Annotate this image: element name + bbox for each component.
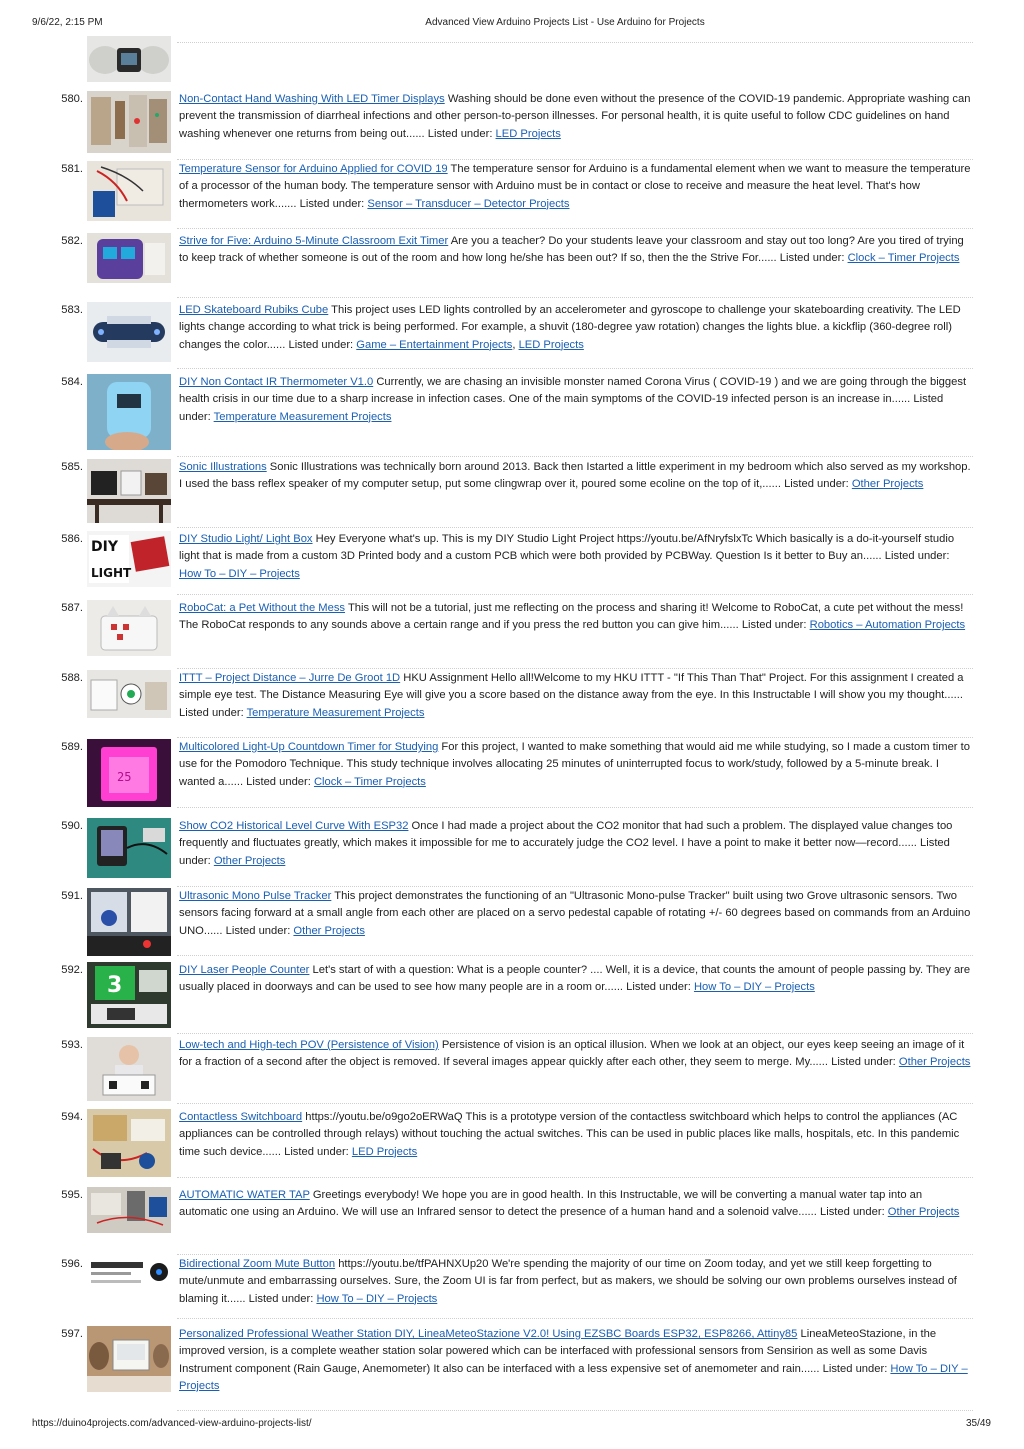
print-footer [0,1418,1024,1432]
entry-title-link[interactable]: Non-Contact Hand Washing With LED Timer Displays [179,93,445,105]
entry-title-link[interactable]: Ultrasonic Mono Pulse Tracker [179,890,332,902]
entry-description: Greetings everybody! We hope you are in good health. In this Instructable, we will be converting a manual water tap into an automatic one using an Arduino. We will use an Infrared sensor to detect the presence of a human hand and a solenoid valve...... [179,1189,923,1219]
entry-number: 593. [61,1039,83,1051]
print-title: Advanced View Arduino Projects List - Use Arduino for Projects [425,17,705,28]
category-link[interactable]: Clock – Timer Projects [847,252,960,265]
listed-under-label: Listed under: [822,1362,888,1375]
category-link[interactable]: How To – DIY – Projects [693,981,815,994]
entry-thumbnail[interactable] [87,670,171,718]
entry-text [179,670,973,722]
entry-text [179,739,973,791]
entry-title-link[interactable]: Multicolored Light-Up Countdown Timer for Studying [179,741,439,753]
entry-separator [177,1103,973,1104]
listed-under-label: Listed under: [284,1145,349,1158]
entry-description: Hey Everyone what's up. This is my DIY Studio Light Project https://youtu.be/AfNryfslxTc Which basically is a do-it-yourself studio light that is made from a custom 3D Printed body and a custom PCB which were both provided by PCBWay. Question Is it better to Buy an...... [179,533,955,563]
print-header [0,17,1024,31]
entry-number: 591. [61,890,83,902]
category-link[interactable]: LED Projects [351,1145,418,1158]
entry-separator [177,807,973,808]
entry-number: 585. [61,461,83,473]
listed-under-label: Listed under: [820,1206,885,1219]
entry-title-link[interactable]: Sonic Illustrations [179,461,267,473]
entry-title-link[interactable]: LED Skateboard Rubiks Cube [179,304,329,316]
entry-description: This will not be a tutorial, just me reflecting on the process and sharing it! Welcome to RoboCat, a cute pet without the mess! The RoboCat responds to any sounds above a certain range and if you press the red button you can give him...... [179,602,964,632]
entry-thumbnail[interactable] [87,739,171,807]
entry-separator [177,228,973,229]
thumbnail-previous-entry[interactable] [87,36,171,82]
entry-description: Are you a teacher? Do your students leave your classroom and stay out too long? Are you tired of trying to keep track of whether someone is out of the room and how long he/she has been out? If so, then the the Strive For...... [179,235,964,265]
entry-thumbnail[interactable] [87,531,171,587]
entry-description: LineaMeteoStazione, in the improved version, is a complete weather station solar powered which can be interfaced with professional sensors from Sensirion as well as some Davis Instrument component (Rain Gauge, Anemometer) It also can be interfaced with a less expensive set of anemometer and rain...... [179,1328,937,1375]
entry-number: 586. [61,533,83,545]
entry-description: For this project, I wanted to make something that would aid me while studying, so I made a custom timer to use for the Pomodoro Technique. This study technique involves allocating 25 minutes of uninterrupted focus to work/study, followed by a 5-minute break. I wanted a...... [179,741,970,788]
entry-separator [177,159,973,160]
entry-separator [177,668,973,669]
entry-title-link[interactable]: DIY Laser People Counter [179,964,310,976]
entry-text [179,600,973,635]
entry-description: Sonic Illustrations was technically born around 2013. Back then Istarted a little experiment in my bedroom which also served as my workshop. I used the bass reflex speaker of my computer setup, put some clingwrap over it, poured some ecoline on the top of it,...... [179,461,971,491]
listed-under-label: Listed under: [784,478,849,491]
entry-thumbnail[interactable] [87,161,171,221]
category-link[interactable]: Temperature Measurement Projects [246,706,425,719]
entry-separator [177,1318,973,1319]
listed-under-label: Listed under: [741,619,807,632]
category-link[interactable]: Temperature Measurement Projects [213,410,392,423]
entry-thumbnail[interactable] [87,1187,171,1233]
entry-title-link[interactable]: Show CO2 Historical Level Curve With ESP32 [179,820,409,832]
entry-thumbnail[interactable] [87,818,171,878]
entry-text [179,962,973,997]
entry-thumbnail[interactable] [87,1326,171,1392]
entry-number: 580. [61,93,83,105]
entry-separator [177,297,973,298]
entry-title-link[interactable]: DIY Studio Light/ Light Box [179,533,313,545]
entry-description: Once I had made a project about the CO2 monitor that had such a problem. The displayed value changes too frequently and fluctuates greatly, which makes it impossible for me to accurately judge the CO2 level. I have a point to make it better now—record...... [179,820,953,850]
entry-description: https://youtu.be/tfPAHNXUp20 We're spending the majority of our time on Zoom today, and yet we still keep forgetting to mute/unmute and embarrassing ourselves. Sure, the Zoom UI is far from perfect, but as makers, we should be solving our own problems ourselves instead of blaming it...... [179,1258,957,1305]
entry-number: 584. [61,376,83,388]
entry-thumbnail[interactable] [87,1037,171,1101]
category-link[interactable]: Other Projects [851,478,924,491]
entry-title-link[interactable]: Bidirectional Zoom Mute Button [179,1258,336,1270]
entry-separator [177,527,973,528]
entry-description: https://youtu.be/o9go2oERWaQ This is a prototype version of the contactless switchboard which helps to control the appliances (AC appliances can be controlled through relays) without touching the actual switches. This can be used in public places like malls, hospitals, etc. In this pandemic time such device...... [179,1111,960,1158]
category-link[interactable]: How To – DIY – Projects [179,1362,968,1392]
listed-under-label: Listed under: [225,924,291,937]
listed-under-label: Listed under: [299,197,365,210]
entry-description: This project uses LED lights controlled by an accelerometer and gyroscope to challenge your skateboarding creativity. The LED lights change according to what trick is being performed. For example, a shuvit (180-degree yaw rotation) changes the lights blue. a kickflip (360-degree roll) changes the color...... [179,304,961,351]
listed-under-label: Listed under: [831,1056,896,1069]
entry-title-link[interactable]: Strive for Five: Arduino 5-Minute Classroom Exit Timer [179,235,449,247]
entry-number: 587. [61,602,83,614]
entry-separator [177,456,973,457]
entry-text [179,888,973,940]
entry-thumbnail[interactable] [87,459,171,523]
entry-thumbnail[interactable] [87,1256,171,1294]
entry-number: 592. [61,964,83,976]
svg-text:LIGHT: LIGHT [91,566,132,580]
category-link[interactable]: How To – DIY – Projects [179,567,300,580]
entry-description: Let's start of with a question: What is a people counter? .... Well, it is a device, that counts the amount of people passing by. They are usually placed in doorways and can be used to see how many people are in a room or...... [179,964,971,994]
print-url: https://duino4projects.com/advanced-view-arduino-projects-list/ [32,1418,312,1429]
entry-separator [177,368,973,369]
listed-under-label: Listed under: [884,550,950,563]
entry-thumbnail[interactable] [87,302,171,362]
category-link[interactable]: Robotics – Automation Projects [809,619,966,632]
entry-title-link[interactable]: Low-tech and High-tech POV (Persistence of Vision) [179,1039,439,1051]
entry-text [179,1109,973,1161]
entry-title-link[interactable]: Temperature Sensor for Arduino Applied for COVID 19 [179,163,448,175]
entry-description: The temperature sensor for Arduino is a fundamental element when we want to measure the temperature of a processor of the human body. The temperature sensor with Arduino must be in contact or close to receive and measure the heat level. That's how thermometers work....... [179,163,971,210]
entry-text [179,1037,973,1072]
category-link[interactable]: How To – DIY – Projects [316,1292,438,1305]
entry-separator [177,1177,973,1178]
entry-text [179,161,973,213]
entry-separator [177,955,973,956]
entry-text [179,531,973,583]
entry-separator [177,1254,973,1255]
entry-number: 594. [61,1111,83,1123]
listed-under-label: Listed under: [626,981,691,994]
svg-text:25: 25 [117,770,132,784]
entry-thumbnail[interactable] [87,233,171,283]
entry-number: 589. [61,741,83,753]
listed-under-label: Listed under: [179,393,944,423]
svg-text:3: 3 [107,973,123,998]
entry-title-link[interactable]: AUTOMATIC WATER TAP [179,1189,310,1201]
entry-text [179,459,973,494]
entry-description: Persistence of vision is an optical illusion. When we look at an object, our eyes keep seeing an image of it for a fraction of a second after the object is removed. If several images appear quickly after each other, they seem to merge. My...... [179,1039,965,1069]
entry-title-link[interactable]: DIY Non Contact IR Thermometer V1.0 [179,376,374,388]
entry-text [179,1187,973,1222]
entry-text [179,1326,973,1395]
category-link[interactable]: Game – Entertainment Projects [356,338,513,351]
listed-under-label: Listed under: [427,127,493,140]
entry-description: This project demonstrates the functioning of an "Ultrasonic Mono-pulse Tracker" built using two Grove ultrasonic sensors. Two sensors facing forward at a small angle from each other are placed on a servo pedestal capable of rotating +/- 60 degrees based on commands from an Arduino UNO...... [179,890,971,937]
entry-separator [177,1410,973,1411]
entry-number: 583. [61,304,83,316]
entry-title-link[interactable]: RoboCat: a Pet Without the Mess [179,602,346,614]
entry-number: 588. [61,672,83,684]
entry-title-link[interactable]: ITTT – Project Distance – Jurre De Groot 1D [179,672,401,684]
category-link[interactable]: Other Projects [898,1056,971,1069]
listed-under-label: Listed under: [179,706,244,719]
entry-thumbnail[interactable] [87,91,171,153]
listed-under-label: Listed under: [248,1292,314,1305]
listed-under-label: Listed under: [288,338,354,351]
category-link[interactable]: LED Projects [518,338,584,351]
svg-text:DIY: DIY [91,539,118,555]
entry-text [179,91,973,143]
listed-under-label: Listed under: [246,775,311,788]
entry-text [179,1256,973,1308]
entry-number: 581. [61,163,83,175]
category-link[interactable]: LED Projects [495,127,561,140]
category-link[interactable]: Clock – Timer Projects [313,775,426,788]
entry-number: 582. [61,235,83,247]
entry-thumbnail[interactable] [87,888,171,956]
category-link[interactable]: Other Projects [213,854,286,867]
entry-separator [177,594,973,595]
entry-thumbnail[interactable] [87,1109,171,1177]
entry-number: 595. [61,1189,83,1201]
entry-title-link[interactable]: Personalized Professional Weather Station DIY, LineaMeteoStazione V2.0! Using EZSBC Boards ESP32, ESP8266, Attiny85 [179,1328,798,1340]
entry-separator [177,737,973,738]
entry-separator [177,1033,973,1034]
print-timestamp: 9/6/22, 2:15 PM [32,17,103,28]
entry-separator [177,42,973,43]
page-number: 35/49 [965,1418,991,1429]
entry-thumbnail[interactable] [87,962,171,1028]
entry-description: HKU Assignment Hello all!Welcome to my HKU ITTT - "If This Than That" Project. For this assignment I created a simple eye test. The Distance Measuring Eye will give you a score based on the distance away from the eye. In this Instructable I will show you my thought...... [179,672,964,702]
entry-text: LED Skateboard Rubiks Cube This project uses LED lights controlled by an accelerometer and gyroscope to challenge your skateboarding creativity. The LED lights change according to what trick is being performed. For example, a shuvit (180-degree yaw rotation) changes the lights blue. a kickflip (360-degree roll) changes the color...... Listed under: Game – Entertainment Projects, LED Projects [179,304,961,351]
entry-number: 597. [61,1328,83,1340]
entry-text [179,233,973,268]
entry-description: Currently, we are chasing an invisible monster named Corona Virus ( COVID-19 ) and we are going through the biggest health crisis in our time due to a sharp increase in infection cases. One of the main symptoms of the COVID-19 infected person is an increase in...... [179,376,967,406]
listed-under-label: Listed under: [779,252,845,265]
entry-text [179,374,973,426]
entry-thumbnail[interactable] [87,374,171,450]
entry-text [179,818,973,870]
entry-number: 590. [61,820,83,832]
entry-number: 596. [61,1258,83,1270]
listed-under-label: Listed under: [179,837,950,867]
category-link[interactable]: Other Projects [887,1206,960,1219]
entry-thumbnail[interactable] [87,600,171,656]
entry-title-link[interactable]: Contactless Switchboard [179,1111,303,1123]
category-link[interactable]: Other Projects [293,924,365,937]
entry-description: Washing should be done even without the presence of the COVID-19 pandemic. Appropriate washing can prevent the transmission of diarrheal infections and other person-to-person illnesses. For personal health, it is quite useful to follow CDC guidelines on hand washing whenever one returns from being out...... [179,93,971,140]
entry-separator [177,886,973,887]
category-link[interactable]: Sensor – Transducer – Detector Projects [367,197,570,210]
